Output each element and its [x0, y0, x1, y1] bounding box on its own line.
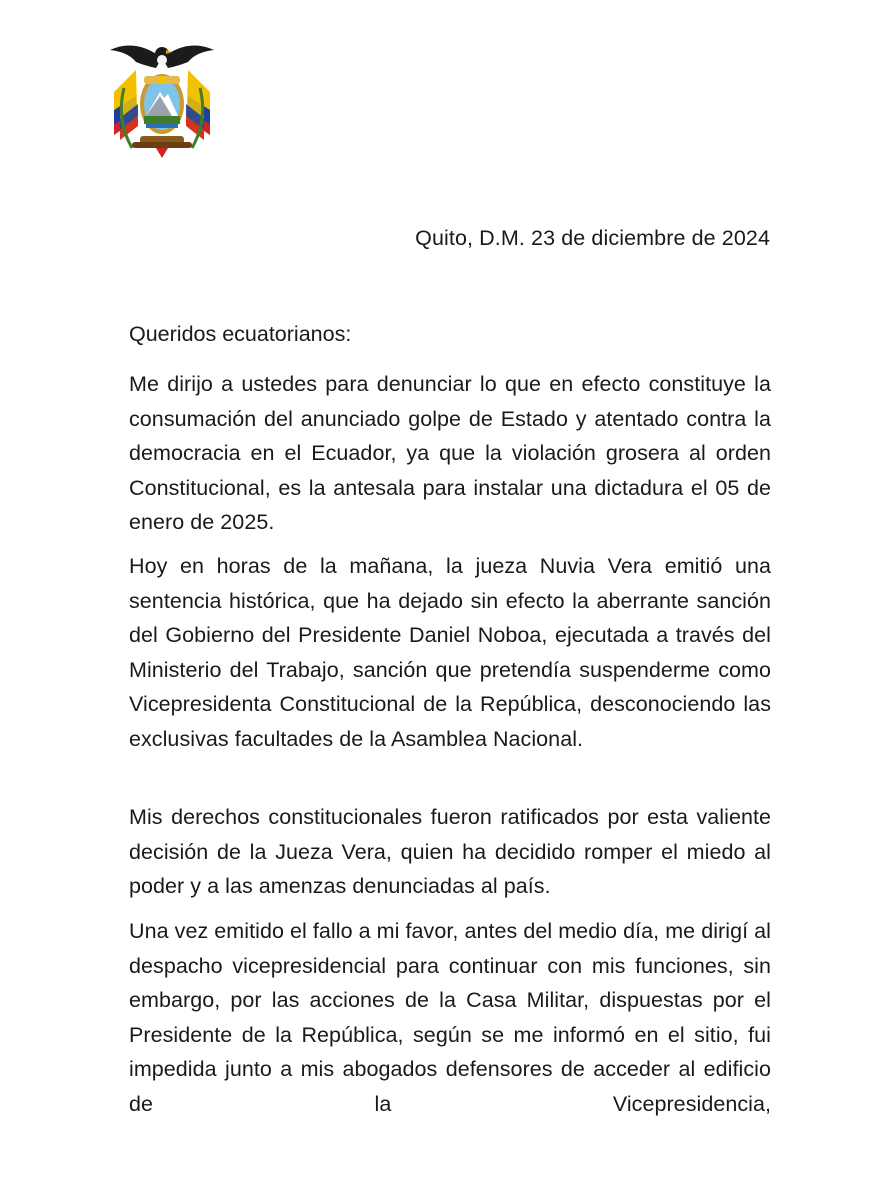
paragraph-text: Mis derechos constitucionales fueron ratificados por esta valiente decisión de la Jueza Vera, quien ha decidido romper el miedo al poder y a las amenzas denunciadas al país. [129, 805, 771, 898]
paragraph-text: Una vez emitido el fallo a mi favor, antes del medio día, me dirigí al despacho vicepresidencial para continuar con mis funciones, sin embargo, por las acciones de la Casa Militar, dispuestas por el Presidente de la República, según se me informó en el sitio, fui impedida junto a mis abogados defensores de acceder al edificio de la Vicepresidencia, [129, 919, 771, 1116]
paragraph-text: Me dirijo a ustedes para denunciar lo que en efecto constituye la consumación del anunciado golpe de Estado y atentado contra la democracia en el Ecuador, ya que la violación grosera al orden Constitucional, es la antesala para instalar una dictadura el 05 de enero de 2025. [129, 372, 771, 534]
paragraph-1 [129, 367, 771, 540]
paragraph-4 [129, 914, 771, 1121]
paragraph-2 [129, 549, 771, 756]
paragraph-3 [129, 800, 771, 904]
paragraph-text: Hoy en horas de la mañana, la jueza Nuvia Vera emitió una sentencia histórica, que ha dejado sin efecto la aberrante sanción del Gobierno del Presidente Daniel Noboa, ejecutada a través del Ministerio del Trabajo, sanción que pretendía suspenderme como Vicepresidenta Constitucional de la República, desconociendo las exclusivas facultades de la Asamblea Nacional. [129, 554, 771, 751]
place-date: Quito, D.M. 23 de diciembre de 2024 [415, 226, 770, 250]
greeting: Queridos ecuatorianos: [129, 322, 352, 346]
ecuador-coat-of-arms-icon [106, 30, 218, 160]
